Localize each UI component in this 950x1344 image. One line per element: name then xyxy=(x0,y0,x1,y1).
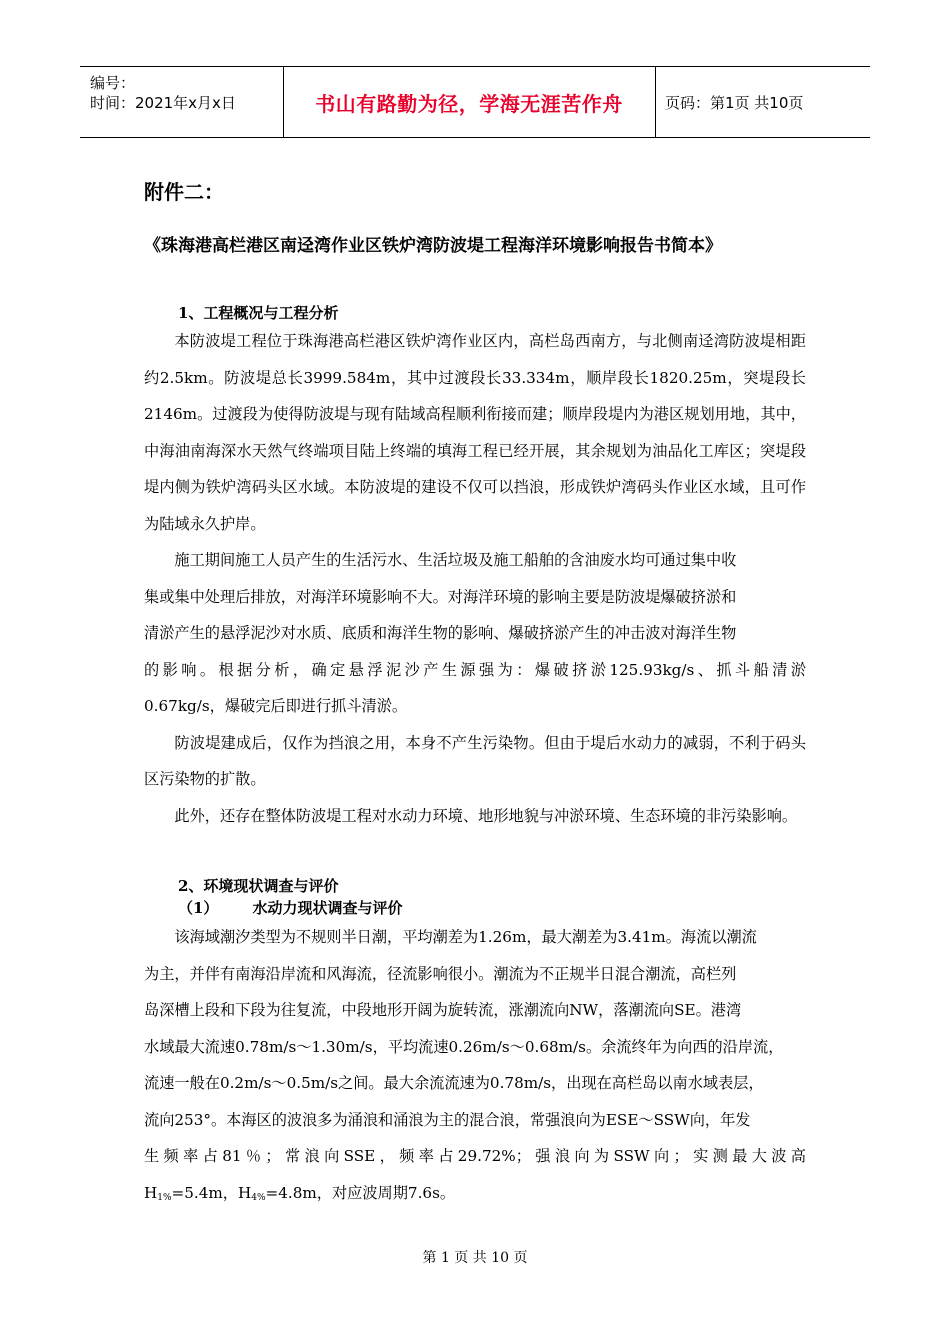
section-2 xyxy=(144,876,806,1216)
section-2-paragraph-1 xyxy=(144,919,806,1216)
text-line: 0.67kg/s，爆破完后即进行抓斗清淤。 xyxy=(144,697,408,715)
section-1 xyxy=(144,303,806,834)
header-page-info: 页码：第1页 共10页 xyxy=(665,93,804,112)
code-label: 编号： xyxy=(90,74,136,92)
wave-height-symbol: H xyxy=(238,1183,252,1202)
page-footer: 第 1 页 共 10 页 xyxy=(422,1250,528,1266)
section-1-paragraph-2 xyxy=(144,542,806,725)
text-line xyxy=(144,1175,806,1217)
wave-value: =5.4m， xyxy=(171,1183,238,1202)
header-divider xyxy=(655,67,656,137)
text-line: 该海域潮汐类型为不规则半日潮，平均潮差为1.26m，最大潮差为3.41m。海流以潮流 xyxy=(174,928,757,946)
text-line: 清淤产生的悬浮泥沙对水质、底质和海洋生物的影响、爆破挤淤产生的冲击波对海洋生物 xyxy=(144,624,737,642)
attachment-title: 附件二： xyxy=(144,180,224,204)
text-line: 生频率占81％；常浪向SSE，频率占29.72%；强浪向为SSW向；实测最大波高 xyxy=(144,1147,806,1165)
subsection-number: （1） xyxy=(178,899,219,917)
text-line: 施工期间施工人员产生的生活污水、生活垃圾及施工船舶的含油废水均可通过集中收 xyxy=(174,551,737,569)
text-line: 为主，并伴有南海沿岸流和风海流，径流影响很小。潮流为不正规半日混合潮流，高栏列 xyxy=(144,964,737,983)
text-line: 流速一般在0.2m/s～0.5m/s之间。最大余流流速为0.78m/s，出现在高栏岛以南水域表层， xyxy=(144,1074,764,1092)
section-2-heading: 2、环境现状调查与评价 xyxy=(178,877,339,895)
section-1-paragraph-3: 防波堤建成后，仅作为挡浪之用，本身不产生污染物。但由于堤后水动力的减弱，不利于码头区污染物的扩散。 xyxy=(144,733,806,788)
wave-height-symbol: H xyxy=(144,1183,158,1202)
header-motto: 书山有路勤为径，学海无涯苦作舟 xyxy=(315,91,623,116)
text-line: 集或集中处理后排放，对海洋环境影响不大。对海洋环境的影响主要是防波堤爆破挤淤和 xyxy=(144,587,737,606)
subsection-heading xyxy=(144,896,806,920)
page-header xyxy=(80,66,870,138)
section-1-heading: 1、工程概况与工程分析 xyxy=(178,304,339,322)
wave-subscript: 1% xyxy=(157,1192,172,1203)
subsection-title: 水动力现状调查与评价 xyxy=(252,899,403,917)
text-line: 岛深槽上段和下段为往复流，中段地形开阔为旋转流，涨潮流向NW，落潮流向SE。港湾 xyxy=(144,1001,742,1019)
report-title: 《珠海港高栏港区南迳湾作业区铁炉湾防波堤工程海洋环境影响报告书简本》 xyxy=(144,236,722,256)
text-line: 的影响。根据分析，确定悬浮泥沙产生源强为：爆破挤淤125.93kg/s、抓斗船清淤 xyxy=(144,660,806,679)
section-1-paragraph-4: 此外，还存在整体防波堤工程对水动力环境、地形地貌与冲淤环境、生态环境的非污染影响。 xyxy=(174,806,798,825)
text-line: 流向253°。本海区的波浪多为涌浪和涌浪为主的混合浪，常强浪向为ESE～SSW向，年发 xyxy=(144,1110,751,1129)
time-label: 时间：2021年x月x日 xyxy=(90,94,236,112)
section-1-paragraph-1: 本防波堤工程位于珠海港高栏港区铁炉湾作业区内，高栏岛西南方，与北侧南迳湾防波堤相距约2.5km。防波堤总长3999.584m，其中过渡段长33.334m，顺岸段长1820.25m，突堤段长2146m。过渡段为使得防波堤与现有陆域高程顺利衔接而建；顺岸段堤内为港区规划用地，其中，中海油南海深水天然气终端项目陆上终端的填海工程已经开展，其余规划为油品化工库区；突堤段堤内侧为铁炉湾码头区水域。本防波堤的建设不仅可以挡浪，形成铁炉湾码头作业区水域，且可作为陆域永久护岸。 xyxy=(144,332,806,533)
text-line: 水域最大流速0.78m/s～1.30m/s，平均流速0.26m/s～0.68m/s。余流终年为向西的沿岸流， xyxy=(144,1037,784,1056)
wave-value: =4.8m，对应波周期7.6s。 xyxy=(265,1183,456,1202)
header-meta xyxy=(90,73,236,113)
wave-subscript: 4% xyxy=(251,1192,266,1203)
